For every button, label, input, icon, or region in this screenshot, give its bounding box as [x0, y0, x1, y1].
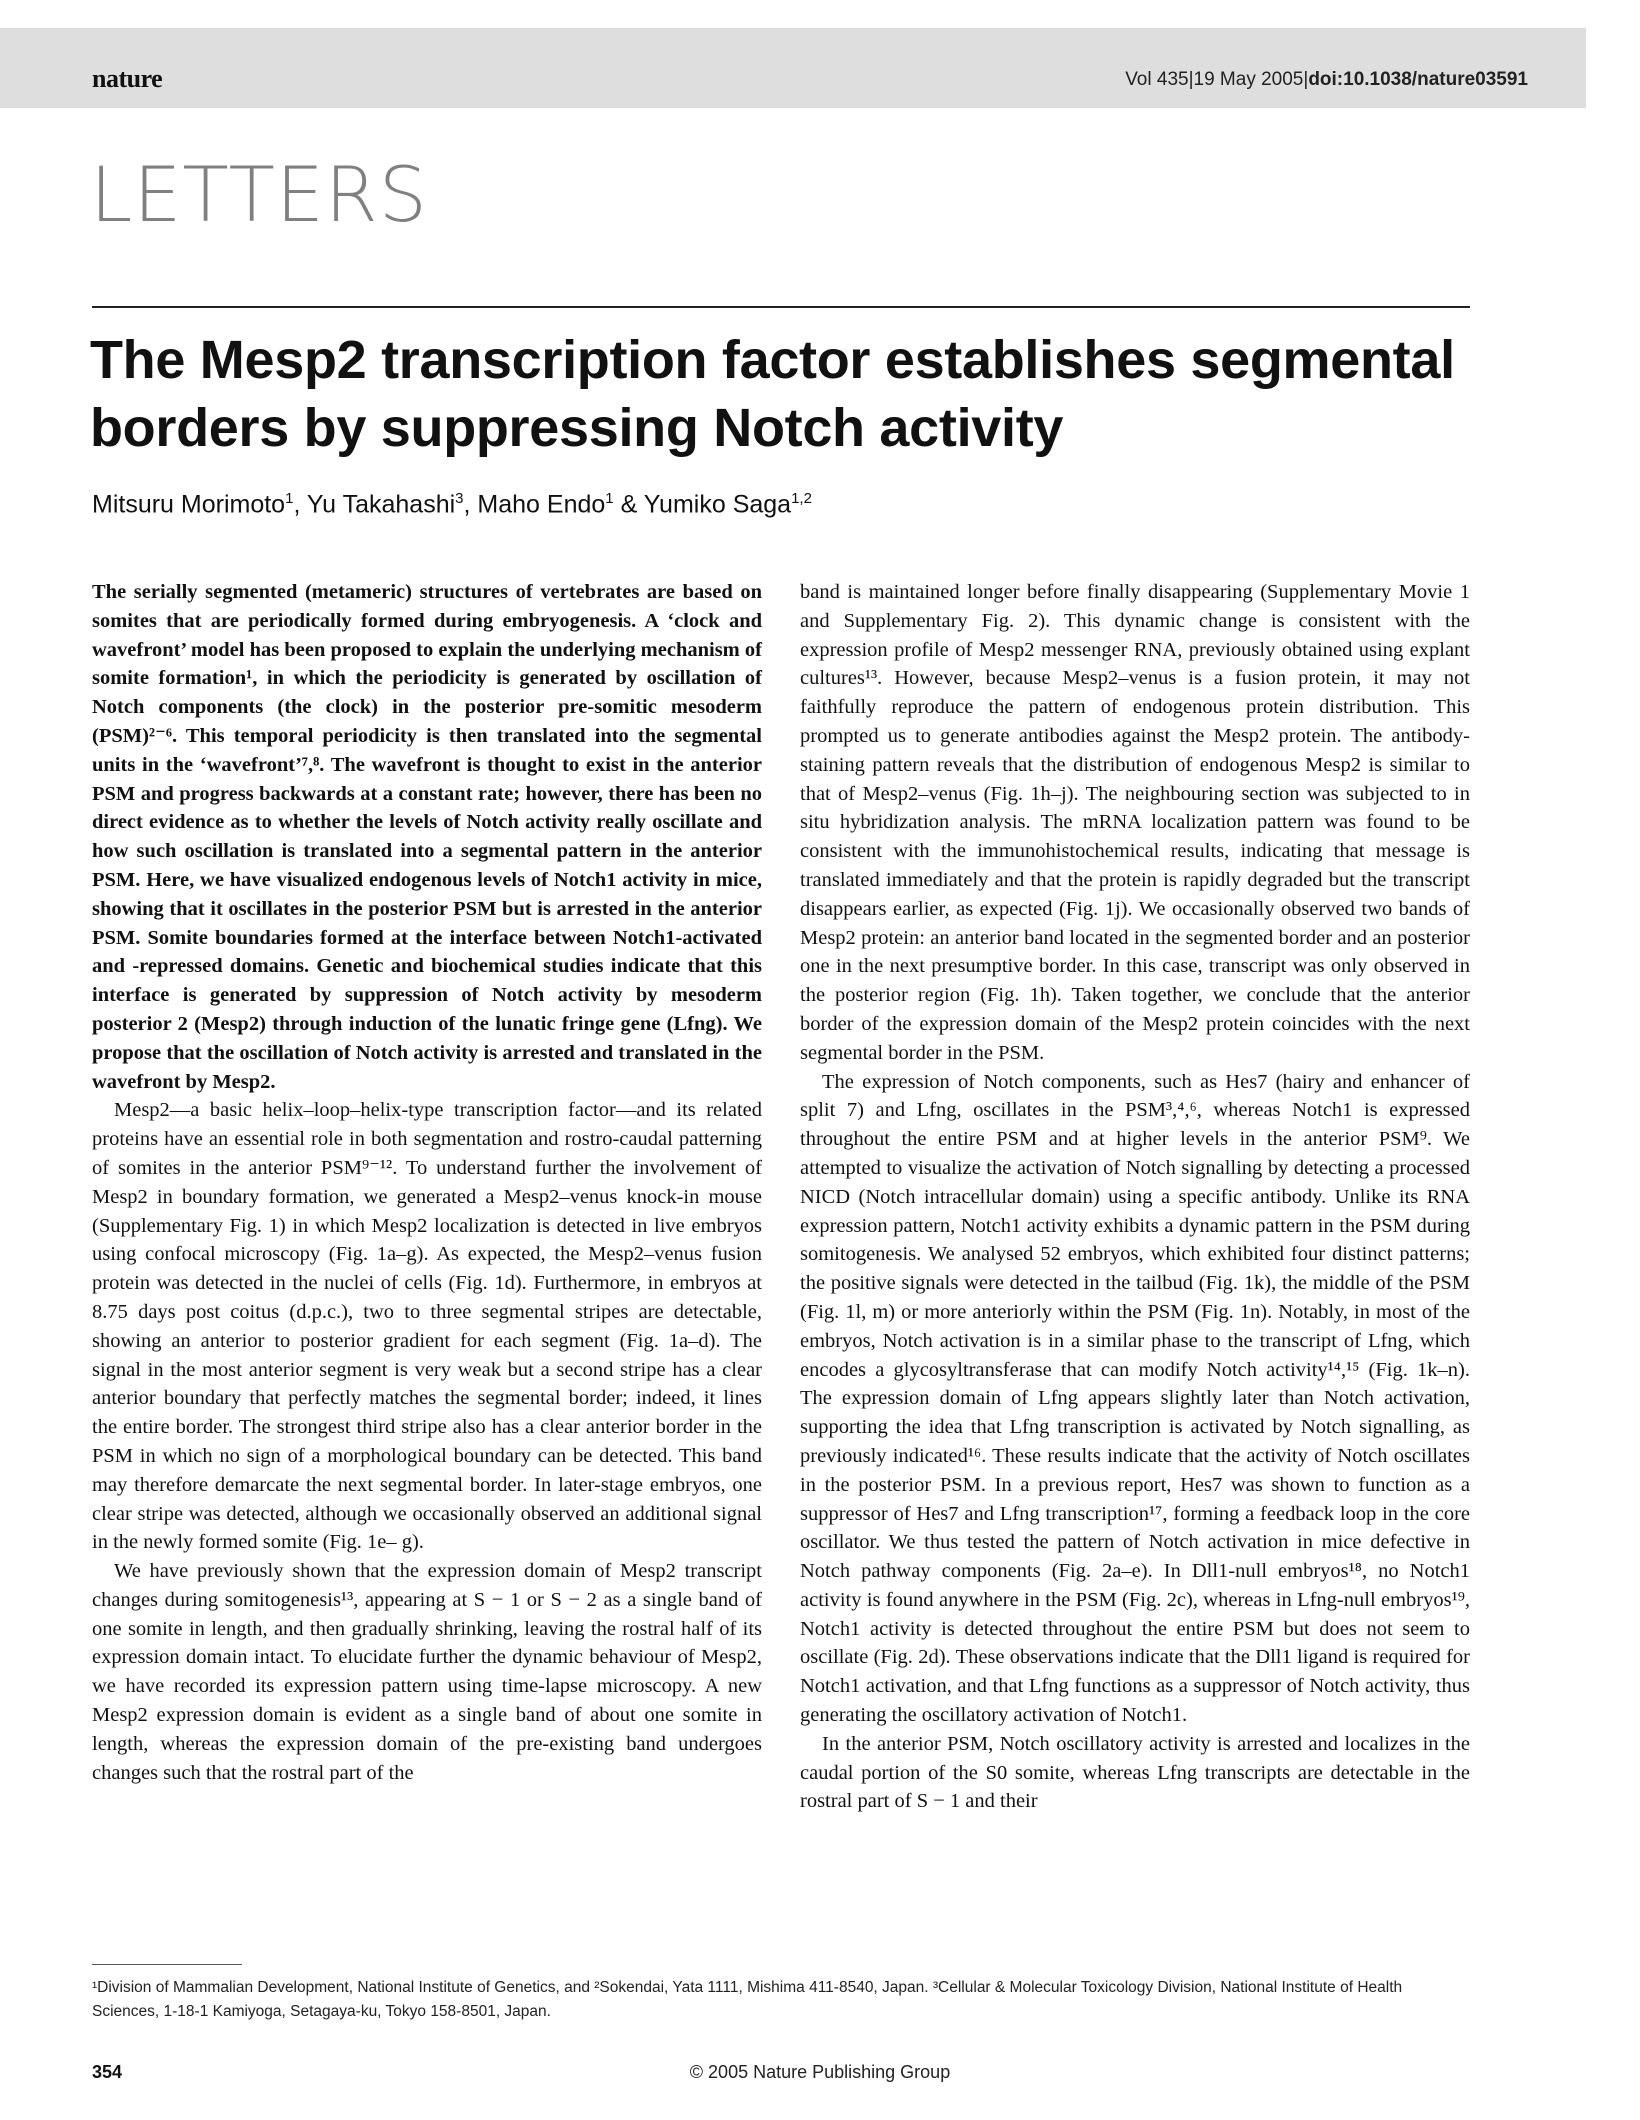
body-paragraph: We have previously shown that the expression domain of Mesp2 transcript changes during somitogenesis¹³, appearing at S − 1 or S − 2 as a single band of one somite in length, and then gradually shrinking, leaving the rostral half of its expression domain intact. To elucidate further the dynamic behaviour of Mesp2, we have recorded its expression pattern using time-lapse microscopy. A new Mesp2 expression domain is evident as a single band of about one somite in length, whereas the expression domain of the pre-existing band undergoes changes such that the rostral part of the: [92, 1560, 762, 1784]
affiliation-mark: 3: [455, 490, 464, 507]
body-column-left: [92, 578, 762, 1787]
body-column-right: [800, 578, 1470, 1816]
affiliation-mark: 1: [605, 490, 614, 507]
doi-link[interactable]: doi:10.1038/nature03591: [1308, 69, 1528, 90]
author-name[interactable]: Yumiko Saga: [643, 490, 792, 519]
footnote-divider: [92, 1964, 242, 1965]
title-rule: [92, 306, 1470, 308]
journal-logo: nature: [92, 64, 163, 93]
author-name[interactable]: Yu Takahashi: [306, 490, 456, 519]
affiliation-mark: 1: [285, 490, 294, 507]
article-title: The Mesp2 transcription factor establishes segmental borders by suppressing Notch activity: [90, 330, 1455, 458]
body-paragraph: In the anterior PSM, Notch oscillatory activity is arrested and localizes in the caudal portion of the S0 somite, whereas Lfng transcripts are detectable in the rostral part of S − 1 and their: [800, 1732, 1470, 1813]
page-number: 354: [92, 2062, 123, 2082]
section-heading: LETTERS: [90, 150, 428, 239]
header-bar: [0, 28, 1586, 108]
copyright-notice: © 2005 Nature Publishing Group: [689, 2062, 951, 2082]
body-paragraph: band is maintained longer before finally disappearing (Supplementary Movie 1 and Supplementary Fig. 2). This dynamic change is consistent with the expression profile of Mesp2 messenger RNA, previously obtained using explant cultures¹³. However, because Mesp2–venus is a fusion protein, it may not faithfully reproduce the pattern of endogenous protein distribution. This prompted us to generate antibodies against the Mesp2 protein. The antibody-staining pattern reveals that the distribution of endogenous Mesp2 is similar to that of Mesp2–venus (Fig. 1h–j). The neighbouring section was subjected to in situ hybridization analysis. The mRNA localization pattern was found to be consistent with the immunohistochemical results, indicating that message is translated immediately and that the protein is rapidly degraded but the transcript disappears earlier, as expected (Fig. 1j). We occasionally observed two bands of Mesp2 protein: an anterior band located in the segmented border and an posterior one in the next presumptive border. In this case, transcript was only observed in the posterior region (Fig. 1h). Taken together, we conclude that the anterior border of the expression domain of the Mesp2 protein coincides with the next segmental border in the PSM.: [800, 581, 1470, 1064]
author-list: Mitsuru Morimoto$^1$, Yu Takahashi$^3$, Maho Endo$^1$ & Yumiko Saga$^{1,2}$: [92, 490, 812, 519]
author-name[interactable]: Maho Endo: [477, 490, 606, 519]
citation-line: [1125, 69, 1528, 91]
affiliations-footnote: ¹Division of Mammalian Development, National Institute of Genetics, and ²Sokendai, Yata 1111, Mishima 411-8540, Japan. ³Cellular & Molecular Toxicology Division, National Institute of Health Sciences, 1-18-1 Kamiyoga, Setagaya-ku, Tokyo 158-8501, Japan.: [92, 1979, 1403, 2020]
abstract-paragraph: The serially segmented (metameric) structures of vertebrates are based on somites that are periodically formed during embryogenesis. A ‘clock and wavefront’ model has been proposed to explain the underlying mechanism of somite formation¹, in which the periodicity is generated by oscillation of Notch components (the clock) in the posterior pre-somitic mesoderm (PSM)²⁻⁶. This temporal periodicity is then translated into the segmental units in the ‘wavefront’⁷,⁸. The wavefront is thought to exist in the anterior PSM and progress backwards at a constant rate; however, there has been no direct evidence as to whether the levels of Notch activity really oscillate and how such oscillation is translated into a segmental pattern in the anterior PSM. Here, we have visualized endogenous levels of Notch1 activity in mice, showing that it oscillates in the posterior PSM but is arrested in the anterior PSM. Somite boundaries formed at the interface between Notch1-activated and -repressed domains. Genetic and biochemical studies indicate that this interface is generated by suppression of Notch activity by mesoderm posterior 2 (Mesp2) through induction of the lunatic fringe gene (Lfng). We propose that the oscillation of Notch activity is arrested and translated in the wavefront by Mesp2.: [92, 581, 762, 1093]
author-name[interactable]: Mitsuru Morimoto: [92, 490, 286, 519]
body-paragraph: The expression of Notch components, such as Hes7 (hairy and enhancer of split 7) and Lfng, oscillates in the PSM³,⁴,⁶, whereas Notch1 is expressed throughout the entire PSM and at higher levels in the anterior PSM⁹. We attempted to visualize the activation of Notch signalling by detecting a processed NICD (Notch intracellular domain) using a specific antibody. Unlike its RNA expression pattern, Notch1 activity exhibits a dynamic pattern in the PSM during somitogenesis. We analysed 52 embryos, which exhibited four distinct patterns; the positive signals were detected in the tailbud (Fig. 1k), the middle of the PSM (Fig. 1l, m) or more anteriorly within the PSM (Fig. 1n). Notably, in most of the embryos, Notch activation is in a similar phase to the transcript of Lfng, which encodes a glycosyltransferase that can modify Notch activity¹⁴,¹⁵ (Fig. 1k–n). The expression domain of Lfng appears slightly later than Notch activation, supporting the idea that Lfng transcription is activated by Notch signalling, as previously indicated¹⁶. These results indicate that the activity of Notch oscillates in the posterior PSM. In a previous report, Hes7 was shown to function as a suppressor of Hes7 and Lfng transcription¹⁷, forming a feedback loop in the core oscillator. We thus tested the pattern of Notch activation in mice defective in Notch pathway components (Fig. 2a–e). In Dll1-null embryos¹⁸, no Notch1 activity is found anywhere in the PSM (Fig. 2c), whereas in Lfng-null embryos¹⁹, Notch1 activity is detected throughout the entire PSM but does not seem to oscillate (Fig. 2d). These observations indicate that the Dll1 ligand is required for Notch1 activation, and that Lfng functions as a suppressor of Notch activity, thus generating the oscillatory activation of Notch1.: [800, 1070, 1470, 1727]
affiliation-mark: 1,2: [791, 490, 812, 507]
volume-date: Vol 435|19 May 2005|: [1125, 69, 1309, 90]
body-paragraph: Mesp2—a basic helix–loop–helix-type transcription factor—and its related proteins have an essential role in both segmentation and rostro-caudal patterning of somites in the anterior PSM⁹⁻¹². To understand further the involvement of Mesp2 in boundary formation, we generated a Mesp2–venus knock-in mouse (Supplementary Fig. 1) in which Mesp2 localization is detected in live embryos using confocal microscopy (Fig. 1a–g). As expected, the Mesp2–venus fusion protein was detected in the nuclei of cells (Fig. 1d). Furthermore, in embryos at 8.75 days post coitus (d.p.c.), two to three segmental stripes are detectable, showing an anterior to posterior gradient for each segment (Fig. 1a–d). The signal in the most anterior segment is very weak but a second stripe has a clear anterior boundary that perfectly matches the segmental border; indeed, it lines the entire border. The strongest third stripe also has a clear anterior border in the PSM in which no sign of a morphological boundary can be detected. This band may therefore demarcate the next segmental border. In later-stage embryos, one clear stripe was detected, although we occasionally observed an additional signal in the newly formed somite (Fig. 1e– g).: [92, 1099, 762, 1554]
